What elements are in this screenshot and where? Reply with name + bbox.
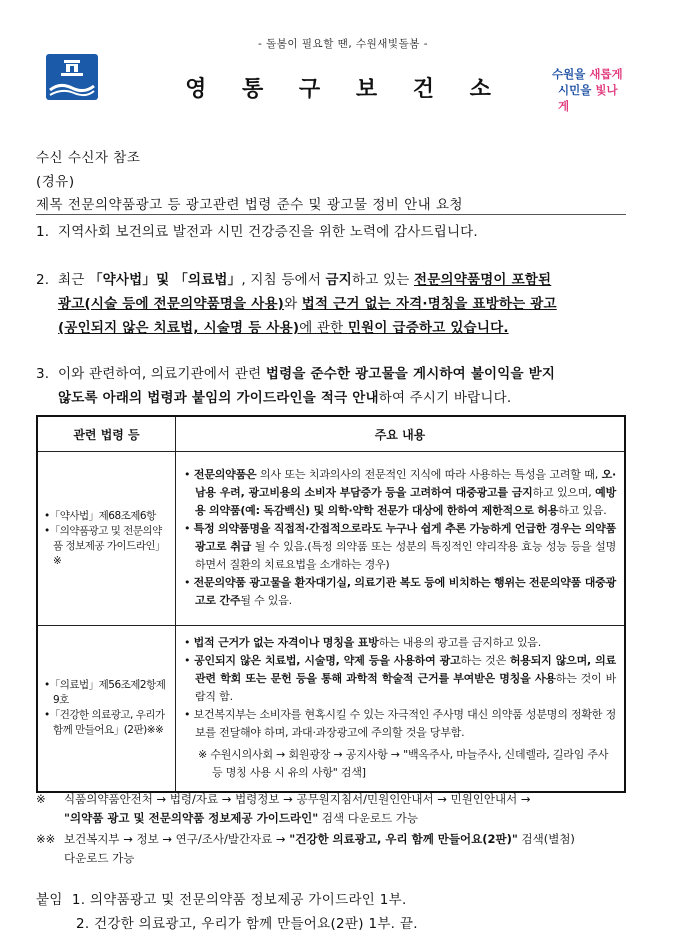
table-cell-content: • 전문의약품은 의사 또는 치과의사의 전문적인 지식에 따라 사용하는 특성을 고려할 때, 오·남용 우려, 광고비용의 소비자 부담증가 등을 고려하여 대중광고를 금지하고 있으며, 예방용 의약품(예: 독감백신) 및 의학·약학 전문가 대상에 한하여 제한적으로 허용하고 있음. • 특정 의약품명을 직접적·간접적으로라도 누구나 쉽게 추론 가능하게 언급한 경우는 의약품 광고로 취급 될 수 있음.(특정 의약품 또는 성분의 특징적인 약리작용 효능 성능 등을 설명하면서 질환의 치료요법을 소개하는 경우) • 전문의약품 광고물을 환자대기실, 의료기관 복도 등에 비치하는 행위는 전문의약품 대중광고로 간주될 수 있음. bbox=[176, 452, 626, 626]
city-slogan-logo: 수원을 새롭게 시민을 빛나게 bbox=[552, 67, 623, 113]
table-cell-content: • 법적 근거가 없는 자격이나 명칭을 표방하는 내용의 광고를 금지하고 있음. • 공인되지 않은 치료법, 시술명, 약제 등을 사용하여 광고하는 것은 허용되지 않으며, 의료 관련 학회 또는 문헌 등을 통해 과학적 학술적 근거를 부여받은 명칭을 사용하는 것이 바람직 함. • 보건복지부는 소비자를 현혹시킬 수 있는 자극적인 주사명 대신 의약품 성분명의 정확한 정보를 전달해야 하며, 과대·과장광고에 주의할 것을 당부함. ※ 수원시의사회 → 회원광장 → 공지사항 → "백옥주사, 마늘주사, 신데렐라, 길라임 주사 등 명칭 사용 시 유의 사항" 검색] bbox=[176, 626, 626, 792]
table-header-law: 관련 법령 등 bbox=[37, 416, 176, 452]
slogan: - 돌봄이 필요할 땐, 수원새빛돌봄 - bbox=[258, 38, 428, 50]
paragraph-2: 2. 최근 「약사법」및 「의료법」, 지침 등에서 금지하고 있는 전문의약품명이 포함된 광고(시술 등에 전문의약품명을 사용)와 법적 근거 없는 자격·명칭을 표방하는 광고 (공인되지 않은 치료법, 시술명 등 사용)에 관한 민원이 급증하고 있습니다. bbox=[36, 272, 557, 336]
subject-line: 제목 전문의약품광고 등 광고관련 법령 준수 및 광고물 정비 안내 요청 bbox=[36, 197, 464, 213]
paragraph-3: 3. 이와 관련하여, 의료기관에서 관련 법령을 준수한 광고물을 게시하여 불이익을 받지 않도록 아래의 법령과 붙임의 가이드라인을 적극 안내하여 주시기 바랍니다. bbox=[36, 366, 556, 406]
footnote-1: ※ 식품의약품안전처 → 법령/자료 → 법령정보 → 공무원지침서/민원인안내서 → 민원인안내서 → "의약품 광고 및 전문의약품 정보제공 가이드라인" 검색 다운로드 가능 bbox=[36, 792, 531, 825]
city-emblem-icon bbox=[46, 54, 98, 100]
table-row bbox=[37, 626, 625, 792]
attachment-block bbox=[36, 888, 418, 936]
attachment-item: 2. 건강한 의료광고, 우리가 함께 만들어요(2판) 1부. 끝. bbox=[76, 916, 418, 932]
table-header-row bbox=[37, 416, 625, 452]
attachment-label: 붙임 bbox=[36, 892, 63, 908]
via-line: (경유) bbox=[36, 174, 75, 190]
law-summary-table bbox=[36, 415, 626, 793]
org-title: 영 통 구 보 건 소 bbox=[185, 77, 505, 102]
reference-note: ※ 수원시의사회 → 회원광장 → 공지사항 → "백옥주사, 마늘주사, 신데렐라, 길라임 주사 등 명칭 사용 시 유의 사항" 검색] bbox=[198, 747, 609, 779]
recipient-line: 수신 수신자 참조 bbox=[36, 150, 141, 166]
table-row bbox=[37, 452, 625, 626]
subject-divider bbox=[36, 214, 626, 215]
paragraph-1: 1. 지역사회 보건의료 발전과 시민 건강증진을 위한 노력에 감사드립니다. bbox=[36, 224, 478, 240]
table-cell-law: •「의료법」제56조제2항제9호 •「건강한 의료광고, 우리가 함께 만들어요」(2판)※※ bbox=[37, 626, 176, 792]
table-cell-law: •「약사법」제68조제6항 •「의약품광고 및 전문의약품 정보제공 가이드라인」※ bbox=[37, 452, 176, 626]
attachment-item: 1. 의약품광고 및 전문의약품 정보제공 가이드라인 1부. bbox=[71, 892, 407, 908]
footnote-2: ※※ 보건복지부 → 정보 → 연구/조사/발간자료 → "건강한 의료광고, 우리 함께 만들어요(2판)" 검색(별첨) 다운로드 가능 bbox=[36, 832, 575, 865]
table-header-content: 주요 내용 bbox=[176, 416, 626, 452]
